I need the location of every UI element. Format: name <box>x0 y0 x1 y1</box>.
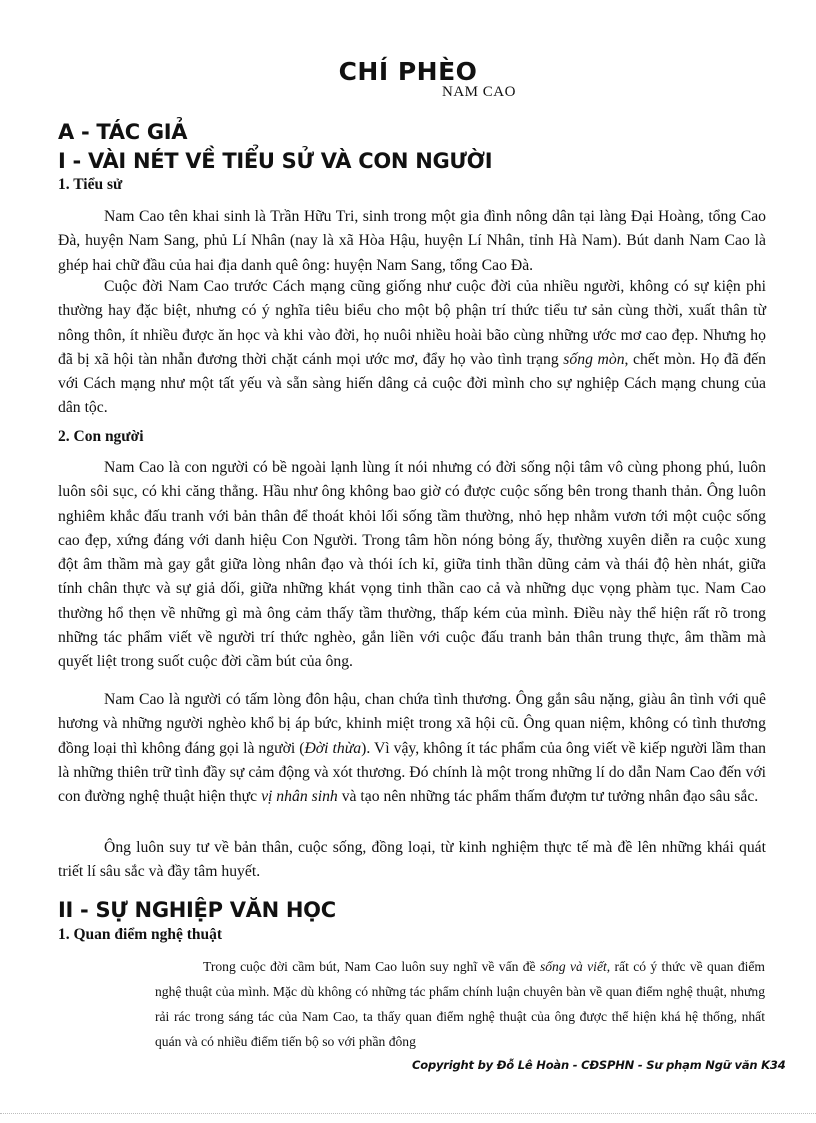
page-edge-divider <box>0 1113 816 1114</box>
paragraph-text: Cuộc đời Nam Cao trước Cách mạng cũng giống như cuộc đời của nhiều người, không có sự kiện phi thường hay đặc biệt, nhưng có ý nghĩa tiêu biểu cho một bộ phận trí thức tiểu tư sản cùng thời, xuất thân từ nông thôn, ít nhiều được ăn học và khi vào đời, họ nuôi nhiều hoài bão cùng những ước mơ cao đẹp. Nhưng họ đã bị xã hội tàn nhẫn đương thời chặt cánh mọi ước mơ, đẩy họ vào tình trạng <box>58 278 766 368</box>
section-2-heading: II - SỰ NGHIỆP VĂN HỌC <box>58 898 336 922</box>
emphasis-text: sống mòn <box>563 350 625 368</box>
document-title: CHÍ PHÈO <box>338 57 478 86</box>
paragraph-text: Nam Cao là người có tấm lòng đôn hậu, chan chứa tình thương. Ông gắn sâu nặng, giàu ân tình với quê hương và những người nghèo khổ bị áp bức, khinh miệt trong xã hội cũ. Ông quan niệm, không có tình thương đồng loại thì không đáng gọi là người ( <box>58 691 766 757</box>
page-footer: Copyright by Đỗ Lê Hoàn - CĐSPHN - Sư phạm Ngữ văn K34 <box>412 1058 786 1072</box>
paragraph-person-1: Nam Cao là con người có bề ngoài lạnh lùng ít nói nhưng có đời sống nội tâm vô cùng phong phú, luôn luôn sôi sục, có khi căng thẳng. Hầu như ông không bao giờ có được cuộc sống bên trong thanh thản. Ông luôn nghiêm khắc đấu tranh với bản thân để thoát khỏi lối sống tầm thường, nhỏ hẹp nhằm vươn tới một cuộc sống cao đẹp, xứng đáng với danh hiệu Con Người. Trong tâm hồn nóng bỏng ấy, thường xuyên diễn ra cuộc xung đột âm thầm mà gay gắt giữa lòng nhân đạo và thói ích kỉ, giữa tinh thần dũng cảm và thái độ hèn nhát, giữa tính chân thực và sự giả dối, giữa những khát vọng tinh thần cao cả và những dục vọng phàm tục. Nam Cao thường hổ thẹn về những gì mà ông cảm thấy tầm thường, thấp kém của mình. Điều này thể hiện rất rõ trong những tác phẩm viết về người trí thức nghèo, gắn liền với cuộc đấu tranh bản thân trung thực, âm thầm mà quyết liệt trong suốt cuộc đời cầm bút của ông. <box>58 459 766 671</box>
subsection-art-view-heading: 1. Quan điểm nghệ thuật <box>58 926 223 943</box>
paragraph-text: Trong cuộc đời cầm bút, Nam Cao luôn suy nghĩ về vấn đề <box>203 959 540 974</box>
subsection-biography-heading: 1. Tiểu sử <box>58 176 123 193</box>
paragraph-biography-2 <box>58 275 766 421</box>
paragraph-biography-1: Nam Cao tên khai sinh là Trần Hữu Tri, sinh trong một gia đình nông dân tại làng Đại Hoàng, tổng Cao Đà, huyện Nam Sang, phủ Lí Nhân (nay là xã Hòa Hậu, huyện Lí Nhân, tỉnh Hà Nam). Bút danh Nam Cao là ghép hai chữ đầu của hai địa danh quê ông: huyện Nam Sang, tổng Cao Đà. <box>58 208 766 274</box>
emphasis-text: vị nhân sinh <box>261 788 338 806</box>
section-1-heading: I - VÀI NÉT VỀ TIỂU SỬ VÀ CON NGƯỜI <box>58 149 493 173</box>
paragraph-text: ). Vì vậy, không ít tác phẩm của ông viết về kiếp người lầm than là những thiên trữ tình đầy sự cảm động và xót thương. Đó chính là một trong những lí do dẫn Nam Cao đến với con đường nghệ thuật hiện thực <box>58 739 767 806</box>
emphasis-text: Đời thừa <box>304 739 362 757</box>
paragraph-text: và tạo nên những tác phẩm thấm đượm tư tưởng nhân đạo sâu sắc. <box>337 788 759 806</box>
paragraph-text: , chết mòn. Họ đã đến với Cách mạng như một tất yếu và sẵn sàng hiến dâng cả cuộc đời mình cho sự nghiệp Cách mạng chung của dân tộc. <box>58 350 766 417</box>
subsection-person-heading: 2. Con người <box>58 428 144 445</box>
emphasis-text: sống và viết <box>539 959 607 974</box>
part-a-heading: A - TÁC GIẢ <box>58 120 188 144</box>
paragraph-text: , rất có ý thức về quan điểm nghệ thuật của mình. Mặc dù không có những tác phẩm chính luận chuyên bàn về quan điểm nghệ thuật, nhưng rải rác trong sáng tác của Nam Cao, ta thấy quan điểm nghệ thuật của ông được thể hiện khá hệ thống, nhất quán và có nhiều điểm tiến bộ so với phần đông <box>155 959 765 1049</box>
paragraph-person-3: Ông luôn suy tư về bản thân, cuộc sống, đồng loại, từ kinh nghiệm thực tế mà đề lên những khái quát triết lí sâu sắc và đầy tâm huyết. <box>58 839 766 881</box>
paragraph-person-2 <box>58 688 766 809</box>
document-author: NAM CAO <box>442 84 516 100</box>
paragraph-art-view-1 <box>155 954 765 1054</box>
